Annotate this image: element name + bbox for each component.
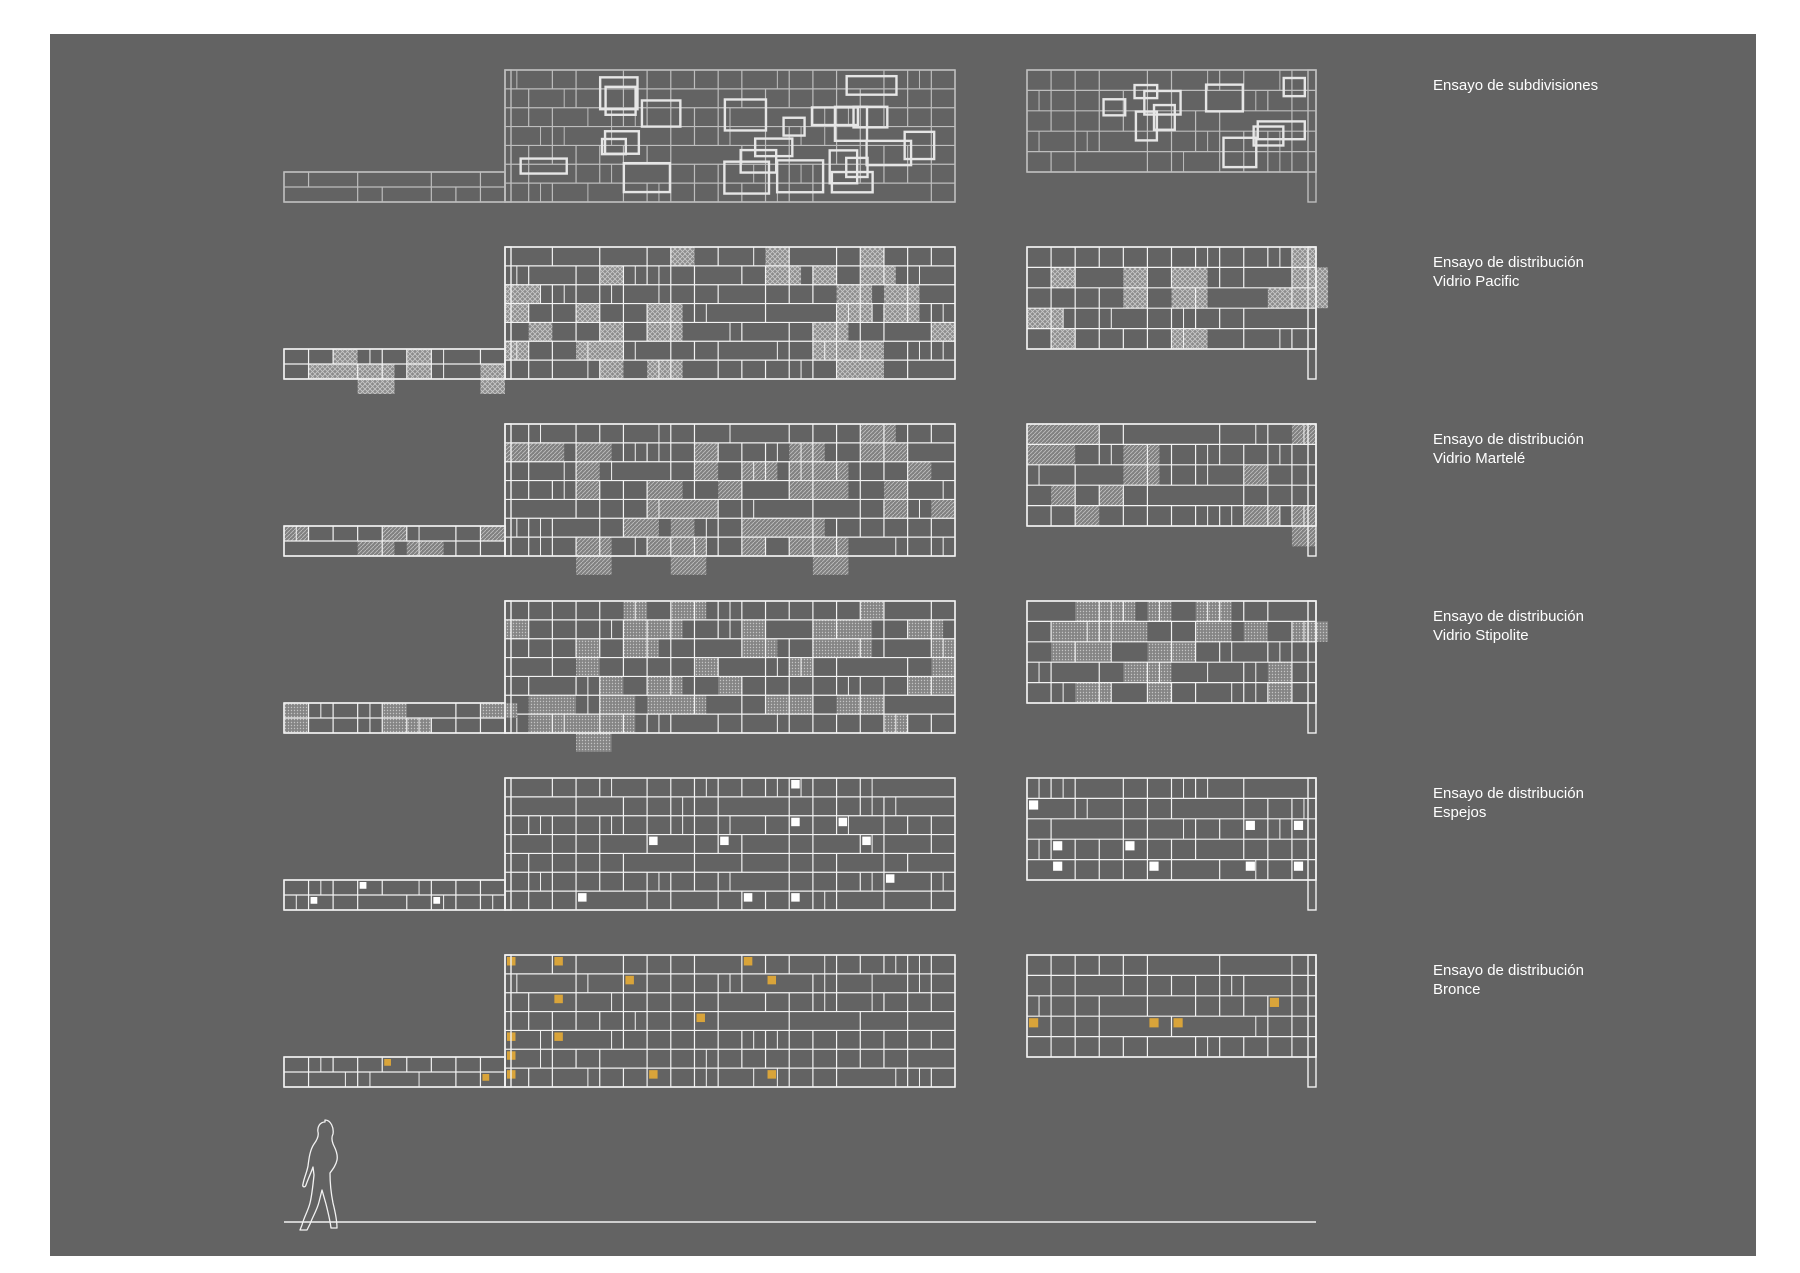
glass-panel (1051, 267, 1075, 287)
glass-panel (694, 499, 718, 518)
glass-tile (1149, 862, 1158, 871)
glass-panel (1051, 329, 1075, 349)
glass-panel (766, 266, 802, 285)
glass-panel (789, 481, 813, 500)
glass-panel (1292, 621, 1328, 641)
glass-panel (1268, 288, 1292, 308)
row-label-line-1: Ensayo de distribución (1433, 254, 1584, 271)
glass-panel (647, 360, 683, 379)
glass-panel (1292, 247, 1316, 267)
glass-panel (860, 266, 896, 285)
glass-tile (744, 957, 752, 965)
glass-panel (576, 304, 600, 323)
glass-panel (766, 247, 790, 266)
glass-tile (482, 1074, 489, 1081)
glass-tile (360, 882, 367, 889)
row-label-bronce (1433, 961, 1584, 999)
row-label-martele (1433, 430, 1584, 468)
glass-panel (505, 304, 529, 323)
glass-tile (1294, 821, 1303, 830)
panel-background (50, 34, 1756, 1256)
glass-panel (884, 285, 920, 304)
glass-panel (671, 695, 707, 714)
glass-panel (908, 462, 932, 481)
glass-tile (625, 976, 633, 984)
glass-panel (884, 443, 908, 462)
glass-tile (768, 976, 776, 984)
glass-tile (311, 897, 318, 904)
glass-panel (309, 364, 334, 379)
glass-panel (480, 703, 517, 718)
glass-panel (358, 541, 395, 556)
glass-panel (1027, 308, 1063, 328)
glass-panel (789, 695, 813, 714)
glass-panel (1172, 288, 1196, 308)
glass-panel (742, 639, 778, 658)
row-label-line-2: Bronce (1433, 981, 1481, 998)
glass-panel (647, 620, 683, 639)
glass-tile (1246, 862, 1255, 871)
row-label-stipolite (1433, 607, 1584, 645)
glass-tile (1294, 862, 1303, 871)
drawing-panel (50, 34, 1756, 1256)
glass-panel (529, 714, 553, 733)
glass-panel (1244, 621, 1268, 641)
glass-panel (623, 518, 659, 537)
glass-tile (554, 995, 562, 1003)
glass-panel (837, 695, 861, 714)
glass-panel (529, 322, 553, 341)
glass-panel (908, 620, 944, 639)
glass-tile (791, 780, 799, 788)
glass-panel (718, 481, 742, 500)
glass-panel (884, 481, 908, 500)
row-label-line-1: Ensayo de distribución (1433, 962, 1584, 979)
row-label-line-2: Vidrio Stipolite (1433, 627, 1529, 644)
glass-panel (931, 676, 955, 695)
glass-panel (931, 322, 955, 341)
glass-tile (554, 957, 562, 965)
glass-panel (1075, 683, 1111, 703)
glass-panel (813, 266, 837, 285)
glass-tile (1053, 841, 1062, 850)
glass-panel (382, 526, 407, 541)
glass-tile (1149, 1018, 1158, 1027)
glass-panel (576, 443, 612, 462)
glass-panel (407, 541, 444, 556)
glass-panel (284, 718, 309, 733)
glass-panel (884, 499, 908, 518)
row-label-line-2: Vidrio Martelé (1433, 450, 1526, 467)
glass-tile (862, 837, 870, 845)
glass-tile (720, 837, 728, 845)
glass-panel (1147, 683, 1171, 703)
glass-tile (744, 893, 752, 901)
glass-panel (884, 304, 920, 323)
glass-tile (791, 893, 799, 901)
glass-panel (1244, 465, 1268, 485)
glass-panel (480, 526, 505, 541)
glass-panel (505, 443, 529, 462)
glass-panel (1075, 424, 1099, 444)
glass-panel (1172, 329, 1208, 349)
glass-panel (1051, 485, 1075, 505)
row-label-line-1: Ensayo de distribución (1433, 431, 1584, 448)
glass-tile (649, 837, 657, 845)
glass-tile (886, 874, 894, 882)
glass-tile (1053, 862, 1062, 871)
glass-panel (1075, 642, 1111, 662)
glass-tile (578, 893, 586, 901)
glass-panel (647, 537, 671, 556)
glass-panel (718, 676, 742, 695)
glass-panel (505, 620, 529, 639)
glass-panel (1244, 506, 1280, 526)
facade-elevation-diagram (50, 34, 1756, 1256)
row-label-subdivisiones (1433, 76, 1598, 95)
glass-panel (671, 601, 707, 620)
glass-panel (600, 266, 624, 285)
glass-tile (1174, 1018, 1183, 1027)
glass-panel (1123, 662, 1147, 682)
glass-panel (333, 349, 358, 364)
row-label-line-1: Ensayo de distribución (1433, 785, 1584, 802)
glass-tile (1029, 800, 1038, 809)
glass-tile (433, 897, 440, 904)
glass-panel (813, 639, 849, 658)
glass-panel (1172, 642, 1196, 662)
glass-tile (1029, 1018, 1038, 1027)
glass-tile (1270, 998, 1279, 1007)
glass-panel (671, 247, 695, 266)
glass-panel (694, 658, 718, 677)
glass-panel (931, 658, 955, 677)
row-label-line-1: Ensayo de subdivisiones (1433, 77, 1599, 94)
glass-panel (284, 703, 309, 718)
glass-panel (1099, 485, 1123, 505)
glass-tile (1125, 841, 1134, 850)
glass-tile (384, 1059, 391, 1066)
glass-tile (791, 818, 799, 826)
row-label-line-1: Ensayo de distribución (1433, 608, 1584, 625)
glass-panel (766, 518, 790, 537)
glass-tile (696, 1014, 704, 1022)
glass-panel (860, 601, 884, 620)
row-label-line-2: Vidrio Pacific (1433, 273, 1520, 290)
glass-panel (837, 304, 873, 323)
glass-panel (529, 443, 565, 462)
glass-panel (908, 676, 932, 695)
glass-tile (839, 818, 847, 826)
glass-panel (1123, 621, 1147, 641)
glass-tile (554, 1032, 562, 1040)
glass-tile (768, 1070, 776, 1078)
glass-panel (1075, 506, 1099, 526)
glass-panel (742, 462, 778, 481)
glass-panel (931, 499, 955, 518)
glass-panel (860, 695, 884, 714)
glass-panel (766, 695, 790, 714)
glass-panel (1051, 642, 1075, 662)
row-label-line-2: Espejos (1433, 804, 1487, 821)
glass-panel (694, 443, 718, 462)
row-label-espejos (1433, 784, 1584, 822)
glass-tile (649, 1070, 657, 1078)
glass-panel (1099, 601, 1135, 621)
glass-panel (333, 364, 358, 379)
glass-panel (860, 247, 884, 266)
row-label-pacific (1433, 253, 1584, 291)
glass-tile (1246, 821, 1255, 830)
glass-panel (694, 462, 718, 481)
glass-panel (552, 695, 576, 714)
